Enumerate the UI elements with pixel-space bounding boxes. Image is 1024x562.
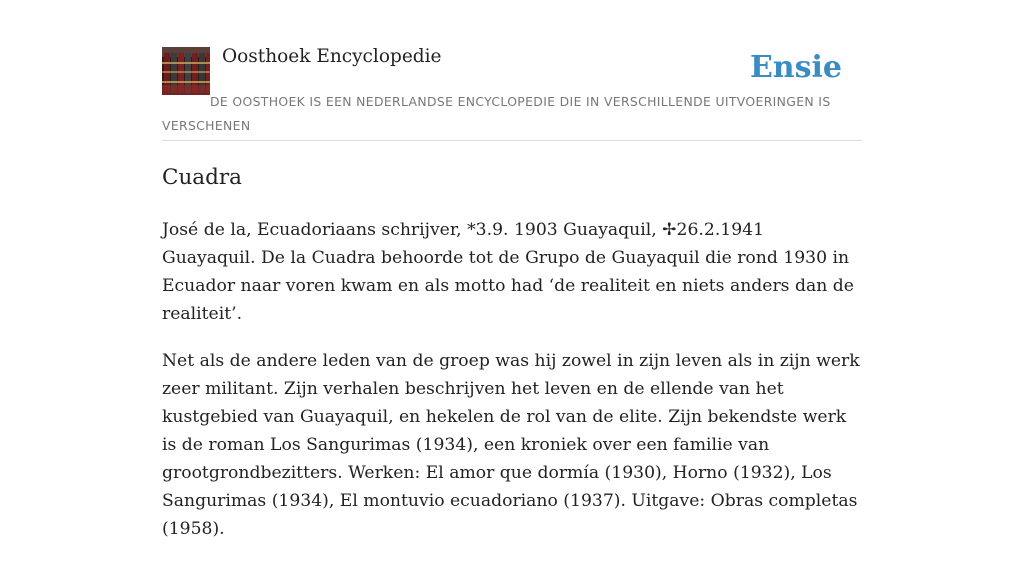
source-name[interactable]: Oosthoek Encyclopedie [222, 46, 442, 67]
brand-logo[interactable]: Ensie [749, 50, 842, 85]
article-paragraph: Net als de andere leden van de groep was hij zowel in zijn leven als in zijn werk zeer militant. Zijn verhalen beschrijven het leven en de ellende van het kustgebied van Guayaquil, en hekelen de rol van de elite. Zijn bekendste werk is de roman Los Sangurimas (1934), een kroniek over een familie van grootgrondbezitters. Werken: El amor que dormía (1930), Horno (1932), Los Sangurimas (1934), El montuvio ecuadoriano (1937). Uitgave: Obras completas (1958). [162, 351, 860, 539]
encyclopedia-books-icon[interactable] [162, 47, 210, 95]
header [162, 44, 862, 141]
source-tagline: DE OOSTHOEK IS EEN NEDERLANDSE ENCYCLOPEDIE DIE IN VERSCHILLENDE UITVOERINGEN IS VERSCHENEN [162, 94, 831, 133]
article-title: Cuadra [162, 165, 242, 190]
article-paragraph: José de la, Ecuadoriaans schrijver, *3.9. 1903 Guayaquil, ✢26.2.1941 Guayaquil. De la Cuadra behoorde tot de Grupo de Guayaquil die rond 1930 in Ecuador naar voren kwam en als motto had ‘de realiteit en niets anders dan de realiteit’. [162, 220, 854, 324]
article-body [162, 216, 862, 562]
